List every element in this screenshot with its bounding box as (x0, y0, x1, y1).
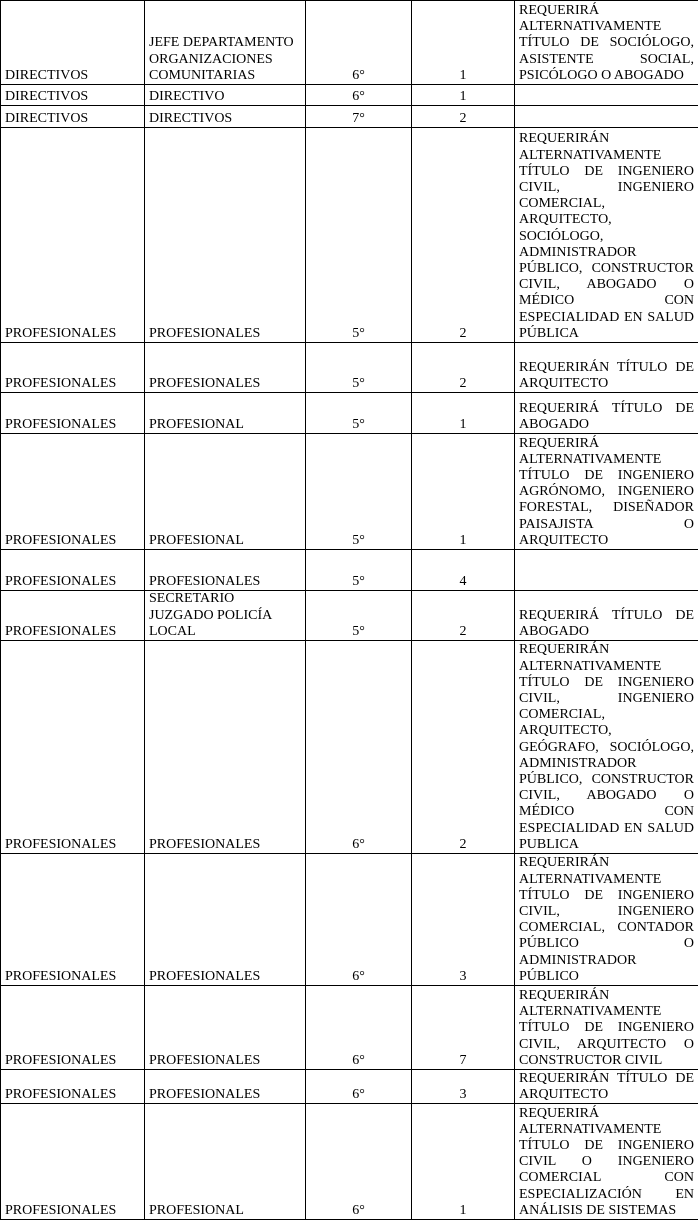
grado-cell: 5° (306, 550, 412, 591)
requisito-cell: REQUERIRÁN ALTERNATIVAMENTE TÍTULO DE INGENIERO CIVIL, INGENIERO COMERCIAL, CONTADOR PÚBLICO O ADMINISTRADOR PÚBLICO (515, 854, 698, 986)
table-row (1, 986, 698, 1070)
table-row (1, 550, 698, 591)
cargo-cell: PROFESIONALES (145, 550, 306, 591)
estamento-cell: PROFESIONALES (1, 986, 145, 1070)
estamento-cell: DIRECTIVOS (1, 106, 145, 128)
requisito-cell (515, 85, 698, 106)
cargo-cell: PROFESIONALES (145, 1070, 306, 1104)
grado-cell: 7° (306, 106, 412, 128)
cargo-cell: PROFESIONALES (145, 986, 306, 1070)
requisito-cell: REQUERIRÁ TÍTULO DE ABOGADO (515, 393, 698, 434)
table-row (1, 434, 698, 550)
cargo-cell: PROFESIONALES (145, 641, 306, 854)
cargo-cell: PROFESIONALES (145, 854, 306, 986)
table-row (1, 128, 698, 343)
numero-cell: 7 (412, 986, 515, 1070)
cargo-cell: PROFESIONAL (145, 393, 306, 434)
estamento-cell: PROFESIONALES (1, 343, 145, 393)
grado-cell: 6° (306, 85, 412, 106)
requisito-cell: REQUERIRÁN ALTERNATIVAMENTE TÍTULO DE INGENIERO CIVIL, INGENIERO COMERCIAL, ARQUITECTO, SOCIÓLOGO, ADMINISTRADOR PÚBLICO, CONSTRUCTOR CIVIL, ABOGADO O MÉDICO CON ESPECIALIDAD EN SALUD PÚBLICA (515, 128, 698, 343)
estamento-cell: PROFESIONALES (1, 641, 145, 854)
grado-cell: 5° (306, 393, 412, 434)
requisito-cell: REQUERIRÁ ALTERNATIVAMENTE TÍTULO DE INGENIERO AGRÓNOMO, INGENIERO FORESTAL, DISEÑADOR PAISAJISTA O ARQUITECTO (515, 434, 698, 550)
estamento-cell: PROFESIONALES (1, 128, 145, 343)
table-row (1, 85, 698, 106)
estamento-cell: PROFESIONALES (1, 393, 145, 434)
requisito-cell (515, 106, 698, 128)
numero-cell: 2 (412, 106, 515, 128)
numero-cell: 3 (412, 854, 515, 986)
requisito-cell: REQUERIRÁ ALTERNATIVAMENTE TÍTULO DE INGENIERO CIVIL O INGENIERO COMERCIAL CON ESPECIALIZACIÓN EN ANÁLISIS DE SISTEMAS (515, 1104, 698, 1220)
cargo-cell: DIRECTIVO (145, 85, 306, 106)
grado-cell: 6° (306, 854, 412, 986)
table-row (1, 854, 698, 986)
requisito-cell (515, 550, 698, 591)
table-row (1, 1, 698, 85)
table-row (1, 106, 698, 128)
cargo-cell: PROFESIONALES (145, 343, 306, 393)
numero-cell: 1 (412, 1, 515, 85)
numero-cell: 1 (412, 434, 515, 550)
estamento-cell: PROFESIONALES (1, 1070, 145, 1104)
table-row (1, 591, 698, 641)
estamento-cell: PROFESIONALES (1, 591, 145, 641)
requisito-cell: REQUERIRÁN TÍTULO DE ARQUITECTO (515, 343, 698, 393)
numero-cell: 1 (412, 393, 515, 434)
cargo-cell: JEFE DEPARTAMENTO ORGANIZACIONES COMUNITARIAS (145, 1, 306, 85)
grado-cell: 6° (306, 986, 412, 1070)
estamento-cell: PROFESIONALES (1, 854, 145, 986)
numero-cell: 1 (412, 85, 515, 106)
numero-cell: 4 (412, 550, 515, 591)
table-row (1, 1104, 698, 1220)
estamento-cell: DIRECTIVOS (1, 85, 145, 106)
numero-cell: 2 (412, 343, 515, 393)
requisito-cell: REQUERIRÁ ALTERNATIVAMENTE TÍTULO DE SOCIÓLOGO, ASISTENTE SOCIAL, PSICÓLOGO O ABOGADO (515, 1, 698, 85)
grado-cell: 6° (306, 1070, 412, 1104)
grado-cell: 5° (306, 591, 412, 641)
grado-cell: 6° (306, 1, 412, 85)
numero-cell: 2 (412, 591, 515, 641)
table-row (1, 343, 698, 393)
requisito-cell: REQUERIRÁ TÍTULO DE ABOGADO (515, 591, 698, 641)
estamento-cell: DIRECTIVOS (1, 1, 145, 85)
table-row (1, 641, 698, 854)
grado-cell: 5° (306, 343, 412, 393)
estamento-cell: PROFESIONALES (1, 434, 145, 550)
numero-cell: 2 (412, 128, 515, 343)
cargo-cell: PROFESIONAL (145, 434, 306, 550)
estamento-cell: PROFESIONALES (1, 1104, 145, 1220)
cargo-cell: DIRECTIVOS (145, 106, 306, 128)
grado-cell: 5° (306, 434, 412, 550)
numero-cell: 1 (412, 1104, 515, 1220)
requisito-cell: REQUERIRÁN ALTERNATIVAMENTE TÍTULO DE INGENIERO CIVIL, INGENIERO COMERCIAL, ARQUITECTO, GEÓGRAFO, SOCIÓLOGO, ADMINISTRADOR PÚBLICO, CONSTRUCTOR CIVIL, ABOGADO O MÉDICO CON ESPECIALIDAD EN SALUD PUBLICA (515, 641, 698, 854)
cargo-cell: SECRETARIO JUZGADO POLICÍA LOCAL (145, 591, 306, 641)
cargo-cell: PROFESIONAL (145, 1104, 306, 1220)
estamento-cell: PROFESIONALES (1, 550, 145, 591)
cargo-cell: PROFESIONALES (145, 128, 306, 343)
grado-cell: 6° (306, 1104, 412, 1220)
grado-cell: 5° (306, 128, 412, 343)
requisito-cell: REQUERIRÁN ALTERNATIVAMENTE TÍTULO DE INGENIERO CIVIL, ARQUITECTO O CONSTRUCTOR CIVIL (515, 986, 698, 1070)
requisito-cell: REQUERIRÁN TÍTULO DE ARQUITECTO (515, 1070, 698, 1104)
numero-cell: 3 (412, 1070, 515, 1104)
table-row (1, 1070, 698, 1104)
grado-cell: 6° (306, 641, 412, 854)
table-row (1, 393, 698, 434)
numero-cell: 2 (412, 641, 515, 854)
